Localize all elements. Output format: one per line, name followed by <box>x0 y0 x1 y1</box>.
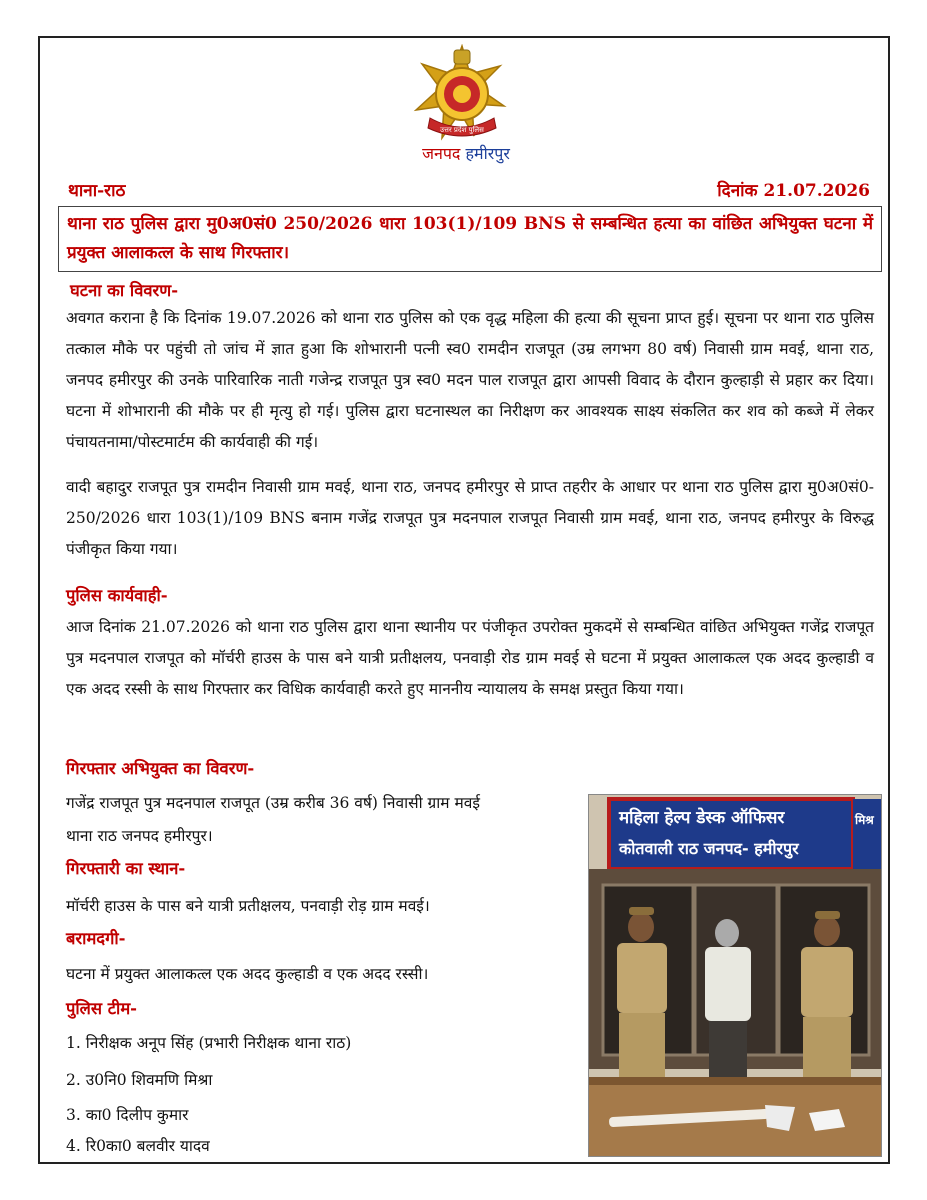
team-member: 1. निरीक्षक अनूप सिंह (प्रभारी निरीक्षक थाना राठ) <box>66 1034 352 1052</box>
photo-sign-line-1: महिला हेल्प डेस्क ऑफिसर <box>619 808 785 828</box>
incident-paragraph-1: अवगत कराना है कि दिनांक 19.07.2026 को थाना राठ पुलिस को एक वृद्ध महिला की हत्या की सूचना प्राप्त हुई। सूचना पर थाना राठ पुलिस तत्काल मौके पर पहुंची तो जांच में ज्ञात हुआ कि शोभारानी पत्नी स्व0 रामदीन राजपूत (उम्र लगभग 80 वर्ष) निवासी ग्राम मवई, थाना राठ, जनपद हमीरपुर की उनके पारिवारिक नाती गजेन्द्र राजपूत पुत्र स्व0 मदन पाल राजपूत द्वारा आपसी विवाद के दौरान कुल्हाड़ी से प्रहार कर दिया। घटना में शोभारानी की मौके पर ही मृत्यु हो गई। पुलिस द्वारा घटनास्थल का निरीक्षण कर आवश्यक साक्ष्य संकलित कर शव को कब्जे में लेकर पंचायतनामा/पोस्टमार्टम की कार्यवाही की गई। <box>66 309 874 451</box>
team-member: 3. का0 दिलीप कुमार <box>66 1106 189 1124</box>
headline-box: थाना राठ पुलिस द्वारा मु0अ0सं0 250/2026 धारा 103(1)/109 BNS से सम्बन्धित हत्या का वांछित अभियुक्त घटना में प्रयुक्त आलाकत्ल के साथ गिरफ्तार। <box>58 206 882 272</box>
arrest-place-heading: गिरफ्तारी का स्थान- <box>66 859 186 878</box>
document-date: दिनांक 21.07.2026 <box>717 181 870 201</box>
emblem-ribbon-text: उत्तर प्रदेश पुलिस <box>440 126 484 134</box>
arrest-photo <box>588 794 882 1157</box>
district-prefix: जनपद <box>422 144 461 163</box>
arrest-place-text: मॉर्चरी हाउस के पास बने यात्री प्रतीक्षलय, पनवाड़ी रोड़ ग्राम मवई। <box>66 897 430 915</box>
accused-heading: गिरफ्तार अभियुक्त का विवरण- <box>66 759 255 778</box>
incident-heading: घटना का विवरण- <box>70 281 179 300</box>
incident-paragraph-2: वादी बहादुर राजपूत पुत्र रामदीन निवासी ग्राम मवई, थाना राठ, जनपद हमीरपुर से प्राप्त तहरीर के आधार पर थाना राठ पुलिस द्वारा मु0अ0सं0- 250/2026 धारा 103(1)/109 BNS बनाम गजेंद्र राजपूत पुत्र मदनपाल राजपूत निवासी ग्राम मवई, थाना राठ, जनपद हमीरपुर के विरुद्ध पंजीकृत किया गया। <box>66 478 874 558</box>
police-action-heading: पुलिस कार्यवाही- <box>66 586 168 605</box>
team-member: 4. रि0का0 बलवीर यादव <box>66 1137 210 1155</box>
up-police-emblem-icon <box>412 44 512 144</box>
police-action-paragraph: आज दिनांक 21.07.2026 को थाना राठ पुलिस द्वारा थाना स्थानीय पर पंजीकृत उपरोक्त मुकदमें से सम्बन्धित वांछित अभियुक्त गजेंद्र राजपूत पुत्र मदनपाल राजपूत को मॉर्चरी हाउस के पास बने यात्री प्रतीक्षलय, पनवाड़ी रोड ग्राम मवई से घटना में प्रयुक्त आलाकत्ल एक अदद कुल्हाडी व एक अदद रस्सी के साथ गिरफ्तार कर विधिक कार्यवाही करते हुए माननीय न्यायालय के समक्ष प्रस्तुत किया गया। <box>66 618 874 698</box>
accused-line-2: थाना राठ जनपद हमीरपुर। <box>66 827 213 845</box>
team-member: 2. उ0नि0 शिवमणि मिश्रा <box>66 1071 213 1089</box>
police-team-heading: पुलिस टीम- <box>66 999 138 1018</box>
recovery-heading: बरामदगी- <box>66 929 126 948</box>
police-station: थाना-राठ <box>68 181 126 201</box>
recovery-text: घटना में प्रयुक्त आलाकत्ल एक अदद कुल्हाडी व एक अदद रस्सी। <box>66 965 429 983</box>
photo-sign-side: मिश्र <box>855 813 874 827</box>
district-name: हमीरपुर <box>465 144 510 163</box>
press-note-page <box>38 36 890 1164</box>
district-title <box>40 142 892 164</box>
accused-line-1: गजेंद्र राजपूत पुत्र मदनपाल राजपूत (उम्र करीब 36 वर्ष) निवासी ग्राम मवई <box>66 794 480 812</box>
photo-sign-line-2: कोतवाली राठ जनपद- हमीरपुर <box>619 839 799 858</box>
